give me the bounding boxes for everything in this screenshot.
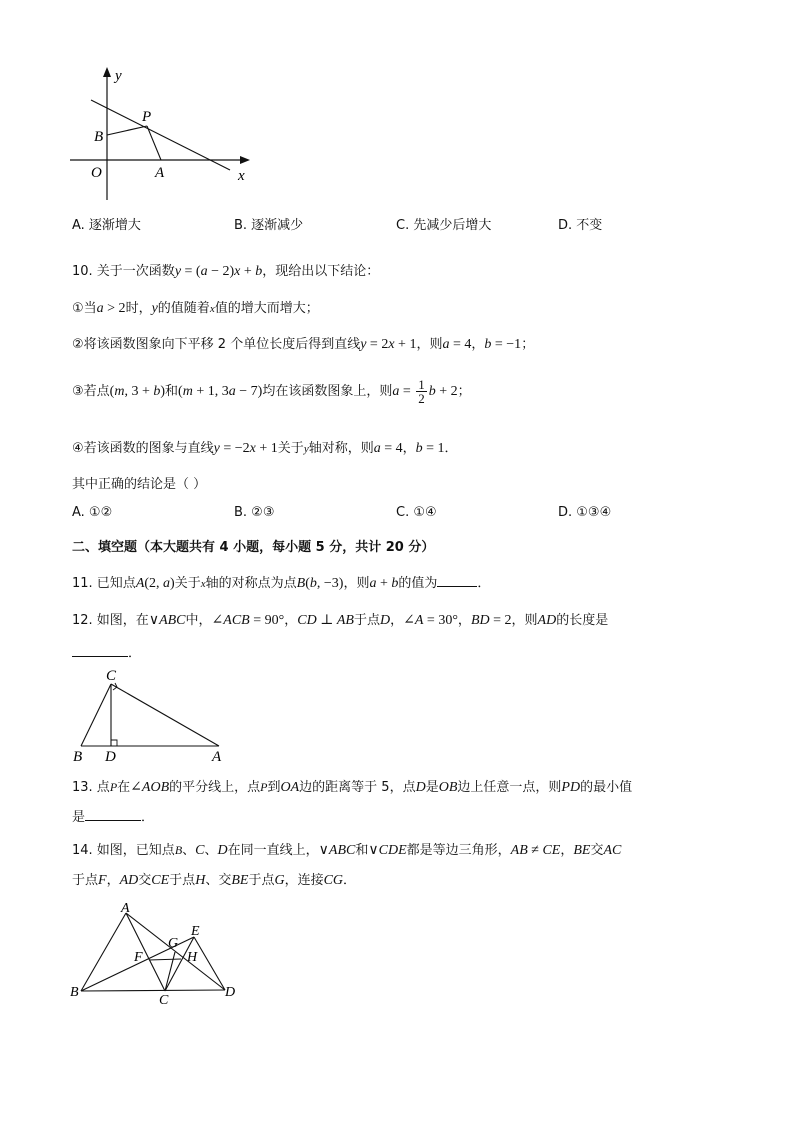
q9-coordinate-figure <box>60 60 260 210</box>
q14-triangles-figure <box>65 898 245 1008</box>
q12-triangle-figure <box>65 665 240 765</box>
label-b: B <box>70 985 79 1000</box>
q10-stem-prefix: 10. 关于一次函数 <box>72 264 175 279</box>
segment-bp <box>107 126 147 135</box>
label-b: B <box>73 749 83 765</box>
q11: 11. 已知点A(2, a)关于x轴的对称点为点B(b, −3)，则a + b的值为 ． <box>72 576 491 591</box>
q11-answer-blank[interactable] <box>437 574 477 587</box>
label-x: x <box>238 168 245 184</box>
label-p: P <box>142 109 152 125</box>
q14: 14. 如图，已知点B、C、D在同一直线上，∨ABC和∨CDE都是等边三角形，AB ≠ CE，BE交AC <box>72 843 622 858</box>
q10-statement-1: ①当a > 2时，y的值随着x值的增大而增大； <box>72 301 319 316</box>
q12-answer-blank[interactable] <box>72 644 128 657</box>
q13-answer-blank[interactable] <box>85 808 141 821</box>
q12-line2: ． <box>72 642 141 661</box>
side-ed <box>194 937 225 990</box>
q9-option-d[interactable]: D. 不变 <box>558 218 603 233</box>
q13-line2: 是 ． <box>72 810 155 825</box>
segment-cg <box>165 952 175 991</box>
side-ac <box>126 913 165 991</box>
label-h: H <box>187 950 198 965</box>
label-o: O <box>91 165 102 181</box>
label-b: B <box>94 129 104 145</box>
q9-option-c[interactable]: C. 先减少后增大 <box>396 218 492 233</box>
side-ca <box>111 684 219 746</box>
q10-option-a[interactable]: A. ①② <box>72 505 113 520</box>
q14-line2: 于点F，AD交CE于点H、交BE于点G，连接CG． <box>72 873 357 888</box>
label-d: D <box>105 749 116 765</box>
label-a: A <box>212 749 222 765</box>
q9-option-b[interactable]: B. 逐渐减少 <box>234 218 304 233</box>
label-c: C <box>106 668 117 684</box>
q10-statement-3: ③若点(m, 3 + b)和(m + 1, 3a − 7)均在该函数图象上，则a = $\frac{1}{2}$ b + 2； <box>72 377 471 406</box>
q13: 13. 点P在∠AOB的平分线上，点P到OA边的距离等于 5，点D是OB边上任意一点，则PD的最小值 <box>72 780 633 795</box>
right-angle-d <box>111 740 117 746</box>
side-bc <box>81 684 111 746</box>
label-a: A <box>121 901 130 916</box>
q10-stem: 10. 关于一次函数y = (a − 2)x + b，现给出以下结论： <box>72 264 380 279</box>
q10-option-c[interactable]: C. ①④ <box>396 505 437 520</box>
segment-pa <box>147 126 161 160</box>
q10-option-d[interactable]: D. ①③④ <box>558 505 612 520</box>
label-a: A <box>155 165 165 181</box>
label-y: y <box>115 68 122 84</box>
q12: 12. 如图，在∨ABC中，∠ACB = 90°，CD ⊥ AB于点D，∠A = 30°，BD = 2，则AD的长度是 <box>72 613 609 628</box>
q10-statement-2: ②将该函数图象向下平移 2 个单位长度后得到直线y = 2x + 1，则a = 4，b = −1； <box>72 337 535 352</box>
y-axis-arrow <box>103 67 111 77</box>
segment-bd <box>81 990 225 991</box>
q10-ask: 其中正确的结论是（ ） <box>72 477 207 492</box>
q10-option-b[interactable]: B. ②③ <box>234 505 275 520</box>
label-f: F <box>134 950 143 965</box>
side-ab <box>81 913 126 991</box>
label-g: G <box>168 936 179 951</box>
label-c: C <box>159 993 169 1008</box>
x-axis-arrow <box>240 156 250 164</box>
segment-fh <box>149 959 181 960</box>
q10-statement-4: ④若该函数的图象与直线y = −2x + 1关于y轴对称，则a = 4，b = 1． <box>72 441 458 456</box>
section-2-heading: 二、填空题（本大题共有 4 小题，每小题 5 分，共计 20 分） <box>72 540 435 555</box>
q9-option-a[interactable]: A. 逐渐增大 <box>72 218 141 233</box>
label-d: D <box>225 985 236 1000</box>
label-e: E <box>191 924 200 939</box>
q10-stem-suffix: ，现给出以下结论： <box>262 264 380 279</box>
